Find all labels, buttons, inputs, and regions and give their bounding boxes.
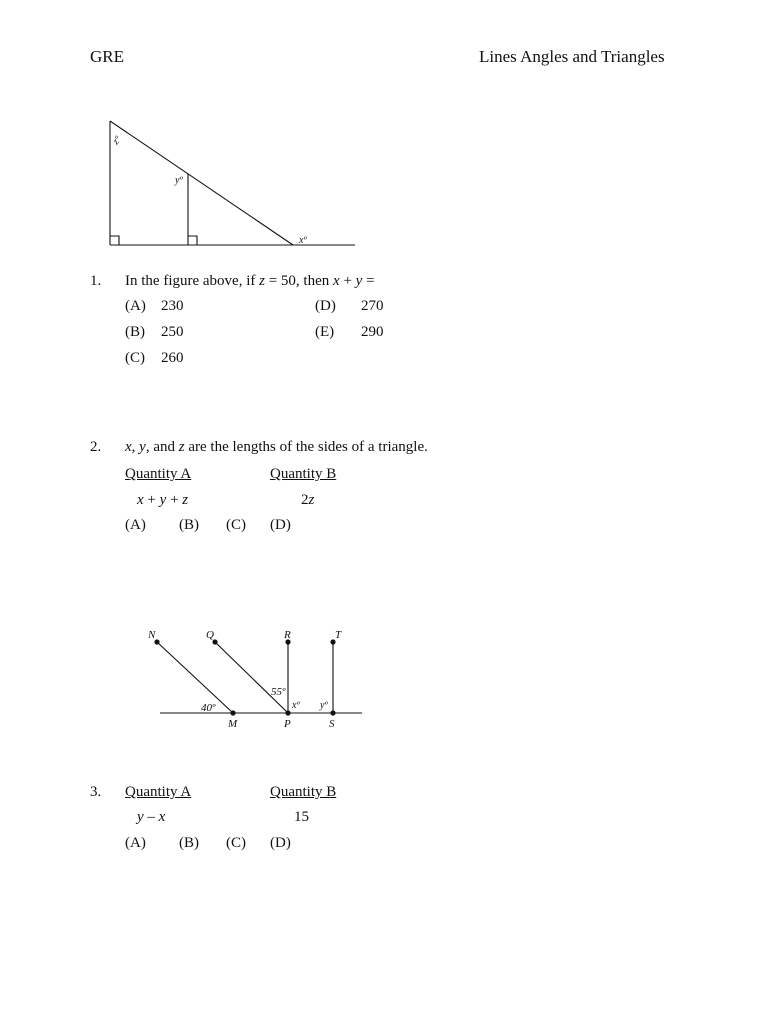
q1-choice-d[interactable]: (D) xyxy=(315,298,336,314)
q2-quantity-b-header: Quantity B xyxy=(270,466,337,482)
q3-quantity-b-header: Quantity B xyxy=(270,784,337,800)
q1-choice-c[interactable]: (C) xyxy=(125,350,145,366)
fig1-label-x: xº xyxy=(299,235,307,246)
q3-option-c[interactable]: (C) xyxy=(226,835,246,851)
q2-option-a[interactable]: (A) xyxy=(125,517,146,533)
q2-quantity-a: x + y + z xyxy=(137,492,189,508)
q1-choice-b-value: 250 xyxy=(161,324,184,340)
fig2-angle-y: yº xyxy=(320,700,328,711)
q2-number: 2. xyxy=(90,439,102,455)
q3-option-d[interactable]: (D) xyxy=(270,835,291,851)
fig2-line-NM xyxy=(157,642,233,713)
q1-choice-d-value: 270 xyxy=(361,298,384,314)
q3-option-a[interactable]: (A) xyxy=(125,835,146,851)
q1-choice-a-value: 230 xyxy=(161,298,184,314)
q1-stem: In the figure above, if z = 50, then x + y = xyxy=(125,273,375,289)
q2-option-c[interactable]: (C) xyxy=(226,517,246,533)
q3-quantity-b: 15 xyxy=(294,809,309,825)
q3-option-b[interactable]: (B) xyxy=(179,835,199,851)
fig2-angle-x: xº xyxy=(292,700,300,711)
fig1-right-angle-mark-1 xyxy=(110,236,119,245)
fig2-label-M: M xyxy=(228,718,238,730)
fig1-label-y: yº xyxy=(175,175,183,186)
q1-number: 1. xyxy=(90,273,102,289)
fig2-point-S xyxy=(330,710,335,715)
q1-choice-c-value: 260 xyxy=(161,350,184,366)
q2-quantity-b: 2z xyxy=(301,492,315,508)
fig2-point-M xyxy=(230,710,235,715)
fig2-label-Q: Q xyxy=(206,629,214,641)
header-left: GRE xyxy=(90,47,124,66)
q3-number: 3. xyxy=(90,784,102,800)
header-right: Lines Angles and Triangles xyxy=(479,47,665,66)
fig2-label-N: N xyxy=(148,629,156,641)
q2-stem: x, y, and z are the lengths of the sides of a triangle. xyxy=(125,439,428,455)
fig2-angle-55: 55º xyxy=(271,686,286,698)
q3-quantity-a: y – x xyxy=(137,809,166,825)
q1-choice-b[interactable]: (B) xyxy=(125,324,145,340)
fig2-angle-40: 40º xyxy=(201,702,216,714)
fig2-point-P xyxy=(285,710,290,715)
fig2-label-R: R xyxy=(284,629,291,641)
figure-2-parallel-lines xyxy=(0,620,768,740)
fig1-right-angle-mark-2 xyxy=(188,236,197,245)
fig2-line-QP xyxy=(215,642,288,713)
q3-quantity-a-header: Quantity A xyxy=(125,784,192,800)
fig2-label-P: P xyxy=(284,718,291,730)
q1-choice-a[interactable]: (A) xyxy=(125,298,146,314)
q2-option-d[interactable]: (D) xyxy=(270,517,291,533)
fig2-label-S: S xyxy=(329,718,335,730)
fig2-label-T: T xyxy=(335,629,342,641)
q2-quantity-a-header: Quantity A xyxy=(125,466,192,482)
q1-choice-e[interactable]: (E) xyxy=(315,324,335,340)
q2-option-b[interactable]: (B) xyxy=(179,517,199,533)
q1-choice-e-value: 290 xyxy=(361,324,384,340)
figure-1-right-triangles xyxy=(0,0,768,260)
fig1-hypotenuse xyxy=(110,121,293,245)
fig1-label-z: zº xyxy=(110,134,124,147)
